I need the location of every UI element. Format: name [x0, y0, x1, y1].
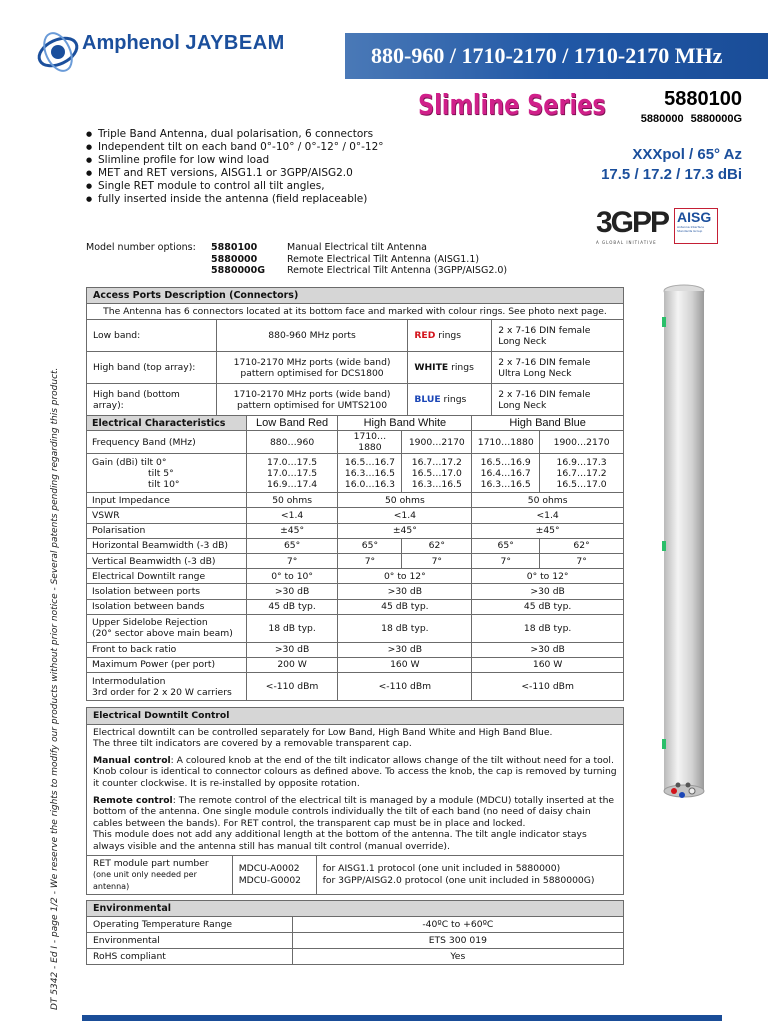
- brand-jaybeam: JAYBEAM: [185, 32, 285, 54]
- footer-rule: [82, 1015, 722, 1021]
- connector-type: 2 x 7-16 DIN female Long Neck: [492, 320, 624, 352]
- model-variants: 5880000 5880000G: [640, 113, 742, 125]
- table-row: Upper Sidelobe Rejection (20° sector above main beam) 18 dB typ. 18 dB typ. 18 dB typ.: [87, 614, 624, 642]
- downtilt-control-table: [86, 707, 624, 895]
- section-title: Access Ports Description (Connectors): [87, 288, 624, 304]
- connector-type: 2 x 7-16 DIN female Ultra Long Neck: [492, 352, 624, 384]
- 3gpp-logo: [596, 206, 669, 254]
- table-row: Polarisation ±45° ±45° ±45°: [87, 523, 624, 538]
- ports-intro: The Antenna has 6 connectors located at its bottom face and marked with colour rings. See photo next page.: [87, 304, 624, 320]
- table-row: Intermodulation 3rd order for 2 x 20 W carriers <-110 dBm <-110 dBm <-110 dBm: [87, 673, 624, 701]
- downtilt-description: Electrical downtilt can be controlled separately for Low Band, High Band White and High Band Blue. The three tilt indicators are covered by a removable transparent cap. Manual control: A coloured knob at the end of the tilt indicator allows change of the tilt without need for a tool. Knob colour is identical to connector colours as defined above. To access the knob, the cap is removed by turning it counter clockwise. It is re-installed by opposite rotation. Remote control: The remote control of the electrical tilt is managed by a module (MDCU) totally inserted at the bottom of the antenna. One single module controls individually the tilt of each band (no need of daisy chain cables between the bands). For RET control, the transparent cap must be in place and locked. This module does not add any additional length at the bottom of the antenna. The tilt angle indicator stays always visible and the antenna still has manual tilt control (manual override).: [87, 724, 624, 855]
- 3gpp-tagline: A GLOBAL INITIATIVE: [596, 240, 657, 245]
- section-title: Electrical Downtilt Control: [87, 708, 624, 725]
- table-row: Front to back ratio >30 dB >30 dB >30 dB: [87, 642, 624, 657]
- table-row: RoHS compliant Yes: [87, 949, 624, 965]
- model-desc: Remote Electrical Tilt Antenna (3GPP/AISG2.0): [287, 265, 508, 276]
- model-row: [86, 254, 507, 266]
- band-header-blue: High Band Blue: [472, 416, 624, 431]
- table-row: Frequency Band (MHz) 880…960 1710…1880 1900…2170 1710…1880 1900…2170: [87, 431, 624, 454]
- aisg-tagline: Antenna Interface Standards Group: [677, 225, 705, 233]
- model-row: [86, 242, 507, 254]
- polarisation-spec: XXXpol / 65° Az: [632, 146, 742, 163]
- band-header-low: Low Band Red: [246, 416, 338, 431]
- brand-amphenol: Amphenol: [82, 32, 180, 54]
- table-row: Horizontal Beamwidth (-3 dB) 65° 65° 62° 65° 62°: [87, 538, 624, 553]
- table-row: RET module part number (one unit only needed per antenna) MDCU-A0002 MDCU-G0002 for AISG1.1 protocol (one unit included in 5880000) for 3GPP/AISG2.0 protocol (one unit included in 5880000G): [87, 855, 624, 895]
- electrical-characteristics-table: [86, 415, 624, 701]
- band-desc: 880-960 MHz ports: [216, 320, 408, 352]
- table-row: [87, 416, 624, 431]
- model-code: 5880000G: [211, 265, 266, 276]
- model-desc: Remote Electrical Tilt Antenna (AISG1.1): [287, 253, 480, 265]
- table-row: Input Impedance 50 ohms 50 ohms 50 ohms: [87, 493, 624, 508]
- model-options-label: Model number options:: [86, 242, 196, 253]
- table-row: [87, 384, 624, 416]
- feature-item: ● Single RET module to control all tilt angles,: [86, 180, 416, 193]
- model-row: [86, 265, 507, 277]
- series-title: Slimline Series: [418, 88, 606, 121]
- feature-item-continued: ● fully inserted inside the antenna (field replaceable): [86, 193, 416, 206]
- aisg-logo: [674, 208, 718, 244]
- model-code: 5880000: [211, 253, 258, 265]
- feature-item: ● Slimline profile for low wind load: [86, 154, 416, 167]
- table-row: Gain (dBi) tilt 0° tilt 5° tilt 10° 17.0…17.5 17.0…17.5 16.9…17.4 16.5…16.7 16.3…16.5 16.0…16.3 16.7…17.2 16.5…17.0 16.3…16.5 16.5…16.9 16.4…16.7 16.3…16.5 16.9…17.3 16.7…17.2 16.5…17.0: [87, 454, 624, 493]
- antenna-image: [656, 283, 712, 983]
- connector-type: 2 x 7-16 DIN female Long Neck: [492, 384, 624, 416]
- ring-colour: WHITE rings: [408, 352, 492, 384]
- band-label: Low band:: [87, 320, 217, 352]
- table-row: Vertical Beamwidth (-3 dB) 7° 7° 7° 7° 7°: [87, 553, 624, 568]
- band-desc: 1710-2170 MHz ports (wide band) pattern optimised for DCS1800: [216, 352, 408, 384]
- band-label: High band (top array):: [87, 352, 217, 384]
- document-footer-note: DT 5342 - Ed I - page 1/2 - We reserve the rights to modify our products without prior notice - Several patents pending regarding this product.: [50, 367, 60, 1010]
- table-row: [87, 320, 624, 352]
- table-row: Electrical Downtilt range 0° to 10° 0° to 12° 0° to 12°: [87, 569, 624, 584]
- globe-icon: [36, 30, 80, 74]
- table-row: Operating Temperature Range -40ºC to +60ºC: [87, 917, 624, 933]
- aisg-logo-text: AISG: [677, 209, 712, 225]
- feature-list: [86, 128, 416, 206]
- table-row: Isolation between bands 45 dB typ. 45 dB typ. 45 dB typ.: [87, 599, 624, 614]
- table-row: Maximum Power (per port) 200 W 160 W 160 W: [87, 657, 624, 672]
- model-desc: Manual Electrical tilt Antenna: [287, 242, 427, 253]
- feature-item: ● Triple Band Antenna, dual polarisation, 6 connectors: [86, 128, 416, 141]
- model-options: [86, 242, 507, 277]
- feature-item: ● MET and RET versions, AISG1.1 or 3GPP/AISG2.0: [86, 167, 416, 180]
- model-code: 5880100: [211, 242, 258, 253]
- frequency-banner: 880-960 / 1710-2170 / 1710-2170 MHz: [345, 33, 768, 79]
- gain-spec: 17.5 / 17.2 / 17.3 dBi: [601, 166, 742, 183]
- table-row: VSWR <1.4 <1.4 <1.4: [87, 508, 624, 523]
- 3gpp-logo-text: 3GPP: [596, 206, 669, 239]
- band-header-white: High Band White: [338, 416, 472, 431]
- model-number: 5880100: [664, 88, 742, 110]
- feature-item: ● Independent tilt on each band 0°-10° / 0°-12° / 0°-12°: [86, 141, 416, 154]
- ring-colour: BLUE rings: [408, 384, 492, 416]
- company-logo: [36, 26, 346, 76]
- access-ports-table: [86, 287, 624, 416]
- band-desc: 1710-2170 MHz ports (wide band) pattern optimised for UMTS2100: [216, 384, 408, 416]
- section-title: Environmental: [87, 901, 624, 917]
- table-row: [87, 352, 624, 384]
- environmental-table: [86, 900, 624, 965]
- table-row: Isolation between ports >30 dB >30 dB >30 dB: [87, 584, 624, 599]
- ring-colour: RED rings: [408, 320, 492, 352]
- section-title: Electrical Characteristics: [87, 416, 247, 431]
- table-row: Environmental ETS 300 019: [87, 933, 624, 949]
- band-label: High band (bottom array):: [87, 384, 217, 416]
